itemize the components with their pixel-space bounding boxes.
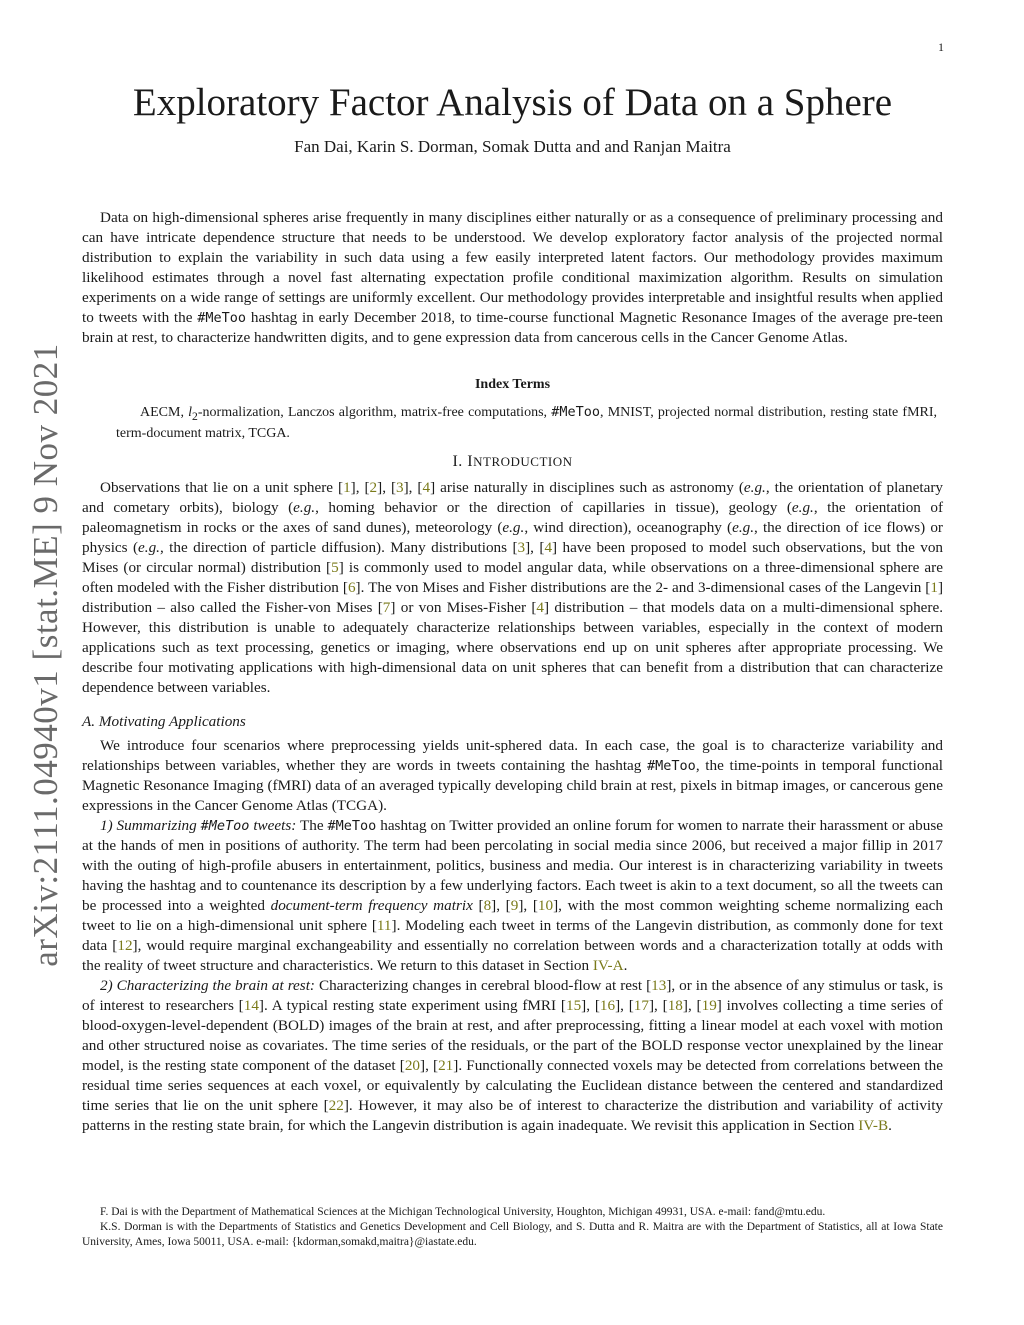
paragraph-heading: 2) Characterizing the brain at rest: bbox=[100, 977, 315, 994]
intro-paragraph: Observations that lie on a unit sphere [1], [2], [3], [4] arise naturally in disciplines such as astronomy (e.g., the orientation of planetary and cometary orbits), biology (e.g., homing behavior or the direction of capillaries in tissue), geology (e.g., the orientation of paleomagnetism in rocks or the axes of sand dunes), meteorology (e.g., wind direction), oceanography (e.g., the direction of ice flows) or physics (e.g., the direction of particle diffusion). Many distributions [3], [4] have been proposed to model such observations, but the von Mises (or circular normal) distribution [5] is commonly used to model angular data, while observations on a three-dimensional sphere are often modeled with the Fisher distribution [6]. The von Mises and Fisher distributions are the 2- and 3-dimensional cases of the Langevin [1] distribution – also called the Fisher-von Mises [7] or von Mises-Fisher [4] distribution – that models data on a multi-dimensional sphere. However, this distribution is unable to adequately characterize relationships between variables, especially in the context of modern applications such as text processing, genetics or imaging, where observations end up on unit spheres after appropriate processing. We describe four motivating applications with high-dimensional data on unit spheres that can benefit from a distribution that can characterize dependence between variables. bbox=[82, 479, 944, 696]
section-title-initial: I bbox=[467, 453, 474, 470]
citation-link[interactable]: 13 bbox=[651, 977, 667, 994]
citation-link[interactable]: 17 bbox=[633, 997, 649, 1014]
citation-link[interactable]: 9 bbox=[510, 897, 519, 914]
index-term-text: , MNIST, projected normal distribution, resting state fMRI, term-document matrix, TCGA. bbox=[116, 405, 938, 441]
citation-link[interactable]: 5 bbox=[331, 559, 339, 576]
citation-link[interactable]: 7 bbox=[382, 599, 391, 616]
author-list: Fan Dai, Karin S. Dorman, Somak Dutta and and Ranjan Maitra bbox=[294, 137, 731, 156]
index-term-text: -normalization, Lanczos algorithm, matrix-free computations, bbox=[197, 405, 548, 420]
citation-link[interactable]: 12 bbox=[117, 937, 133, 954]
citation-link[interactable]: 2 bbox=[369, 479, 378, 496]
citation-link[interactable]: 3 bbox=[396, 479, 404, 496]
arxiv-sidebar bbox=[22, 343, 70, 967]
subsection-heading: A. Motivating Applications bbox=[82, 713, 246, 730]
metoo-hashtag: #MeToo bbox=[551, 404, 601, 420]
body-text bbox=[82, 478, 943, 1136]
section-title-rest: NTRODUCTION bbox=[473, 454, 573, 469]
index-terms bbox=[116, 404, 937, 442]
citation-link[interactable]: 4 bbox=[536, 599, 545, 616]
section-heading bbox=[82, 453, 943, 471]
metoo-hashtag: #MeToo bbox=[327, 818, 377, 834]
citation-link[interactable]: 14 bbox=[243, 997, 259, 1014]
citation-link[interactable]: 4 bbox=[422, 479, 431, 496]
section-number: I. bbox=[452, 453, 463, 470]
section-link[interactable]: IV-A bbox=[592, 957, 624, 974]
citation-link[interactable]: 8 bbox=[483, 897, 492, 914]
citation-link[interactable]: 18 bbox=[667, 997, 683, 1014]
motivating-paragraph: We introduce four scenarios where preprocessing yields unit-sphered data. In each case, the goal is to characterize variability and relationships between variables, whether they are words in tweets containing the hashtag #MeToo, the time-points in temporal functional Magnetic Resonance Imaging (fMRI) data of an averaged typically developing child brain at rest, pixels in bitmap images, or cancerous gene expressions in the Cancer Genome Atlas (TCGA). bbox=[82, 737, 943, 814]
l2-subscript: 2 bbox=[192, 409, 198, 423]
page-number: 1 bbox=[938, 40, 944, 54]
citation-link[interactable]: 1 bbox=[343, 479, 351, 496]
abstract-text: Data on high-dimensional spheres arise frequently in many disciplines either naturally or as a consequence of preliminary processing and can have intricate dependence structure that needs to be understood. We develop exploratory factor analysis of the projected normal distribution to explain the variability in such data using a few easily interpreted latent factors. Our methodology provides maximum likelihood estimates through a novel fast alternating expectation profile conditional maximization algorithm. Results on simulation experiments on a wide range of settings are uniformly excellent. Our methodology provides interpretable and insightful results when applied to tweets with the bbox=[82, 209, 943, 326]
citation-link[interactable]: 10 bbox=[537, 897, 554, 914]
citation-link[interactable]: 11 bbox=[376, 917, 392, 934]
citation-link[interactable]: 22 bbox=[328, 1097, 344, 1114]
footnote-affiliation: K.S. Dorman is with the Departments of Statistics and Genetics Development and Cell Biology, and S. Dutta and R. Maitra are with the Department of Statistics, all at Iowa State University, Ames, Iowa 50011, USA. e-mail: {kdorman,somakd,maitra}@iastate.edu. bbox=[82, 1221, 943, 1248]
arxiv-identifier: arXiv:2111.04940v1 [stat.ME] 9 Nov 2021 bbox=[26, 343, 65, 967]
citation-link[interactable]: 19 bbox=[701, 997, 717, 1014]
abstract bbox=[82, 208, 943, 348]
metoo-hashtag: #MeToo bbox=[197, 310, 247, 326]
index-terms-heading: Index Terms bbox=[474, 377, 551, 392]
section-link[interactable]: IV-B bbox=[858, 1117, 889, 1134]
citation-link[interactable]: 6 bbox=[347, 579, 356, 596]
l2-symbol: l bbox=[188, 405, 193, 420]
citation-link[interactable]: 16 bbox=[599, 997, 616, 1014]
metoo-hashtag: #MeToo bbox=[647, 758, 696, 774]
citation-link[interactable]: 21 bbox=[438, 1057, 454, 1074]
citation-link[interactable]: 20 bbox=[404, 1057, 421, 1074]
brain-paragraph: 2) Characterizing the brain at rest: Characterizing changes in cerebral blood-flow at rest [13], or in the absence of any stimulus or task, is of interest to researchers [14]. A typical resting state experiment using fMRI [15], [16], [17], [18], [19] involves collecting a time series of blood-oxygen-level-dependent (BOLD) images of the brain at rest, and after preprocessing, fitting a linear model at each voxel with motion and other structured noise as covariates. The time series of the residuals, or the part of the BOLD response vector unexplained by the linear model, is the resting state component of the dataset [20], [21]. Functionally connected voxels may be detected from correlations between the residual time series sequences at each voxel, or equivalently by calculating the Euclidean distance between the centered and standardized time series that lie on the unit sphere [22]. However, it may also be of interest to characterize the distribution and variability of activity patterns in the resting state brain, for which the Langevin distribution is again inadequate. We revisit this application in Section IV-B. bbox=[82, 977, 944, 1134]
citation-link[interactable]: 1 bbox=[930, 579, 938, 596]
metoo-paragraph: 1) Summarizing #MeToo tweets: The #MeToo hashtag on Twitter provided an online forum for women to narrate their harassment or abuse at the hands of men in positions of authority. The term had been percolating in social media since 2006, but received a major fillip in 2017 with the outing of high-profile abusers in entertainment, politics, business and media. Our interest is in characterizing variability in tweets having the hashtag and to countenance its description by a few underlying factors. Each tweet is akin to a text document, so all the tweets can be processed into a weighted document-term frequency matrix [8], [9], [10], with the most common weighting scheme normalizing each tweet to lie on a high-dimensional unit sphere [11]. Modeling each tweet in terms of the Langevin distribution, as commonly done for text data [12], would require marginal exchangeability and essentially no correlation between words and a characterization totally at odds with the reality of tweet structure and characteristics. We return to this dataset in Section IV-A. bbox=[82, 817, 943, 974]
citation-link[interactable]: 15 bbox=[565, 997, 582, 1014]
footnote-affiliation: F. Dai is with the Department of Mathematical Sciences at the Michigan Technological University, Houghton, Michigan 49931, USA. e-mail: fand@mtu.edu. bbox=[100, 1206, 826, 1218]
index-term-text: AECM, bbox=[140, 405, 184, 420]
paragraph-heading: 1) Summarizing #MeToo tweets: bbox=[100, 817, 297, 834]
paper-title: Exploratory Factor Analysis of Data on a Sphere bbox=[132, 81, 893, 124]
citation-link[interactable]: 4 bbox=[544, 539, 553, 556]
citation-link[interactable]: 3 bbox=[517, 539, 526, 556]
footnote bbox=[82, 1205, 943, 1250]
abstract-text: hashtag in early December 2018, to time-course functional Magnetic Resonance Images of the average pre-teen brain at rest, to characterize handwritten digits, and to gene expression data from cancerous cells in the Cancer Genome Atlas. bbox=[82, 309, 944, 346]
